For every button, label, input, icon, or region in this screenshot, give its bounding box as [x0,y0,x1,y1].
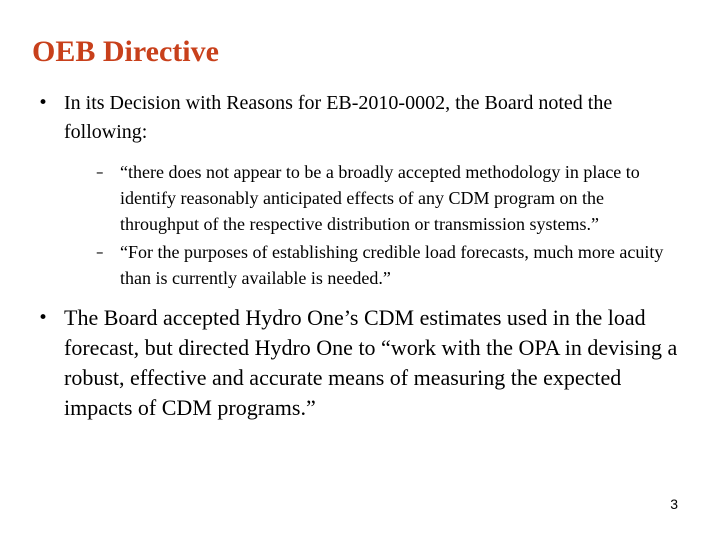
sub-bullet-text: “there does not appear to be a broadly accepted methodology in place to identify reasonably anticipated effects of any CDM program on the throughput of the respective distribution or transmission systems.” [120,162,640,234]
dash-marker-icon: – [96,163,104,181]
sub-bullet-text: “For the purposes of establishing credible load forecasts, much more acuity than is currently available is needed.” [120,242,664,288]
dash-marker-icon: – [96,243,104,261]
bullet-item [38,89,678,291]
bullet-item [38,303,678,423]
sub-bullet-item [96,239,678,291]
bullet-marker-icon: • [38,93,49,113]
slide-title: OEB Directive [32,35,219,68]
sub-bullet-item [96,159,678,237]
bullet-text: The Board accepted Hydro One’s CDM estimates used in the load forecast, but directed Hydro One to “work with the OPA in devising a robust, effective and accurate means of measuring the expected impacts of CDM programs.” [64,305,678,420]
bullet-list [38,89,678,423]
bullet-marker-icon: • [38,308,49,328]
bullet-text: In its Decision with Reasons for EB-2010-0002, the Board noted the following: [64,92,613,143]
sub-bullet-list [64,159,678,291]
page-number: 3 [670,496,678,512]
